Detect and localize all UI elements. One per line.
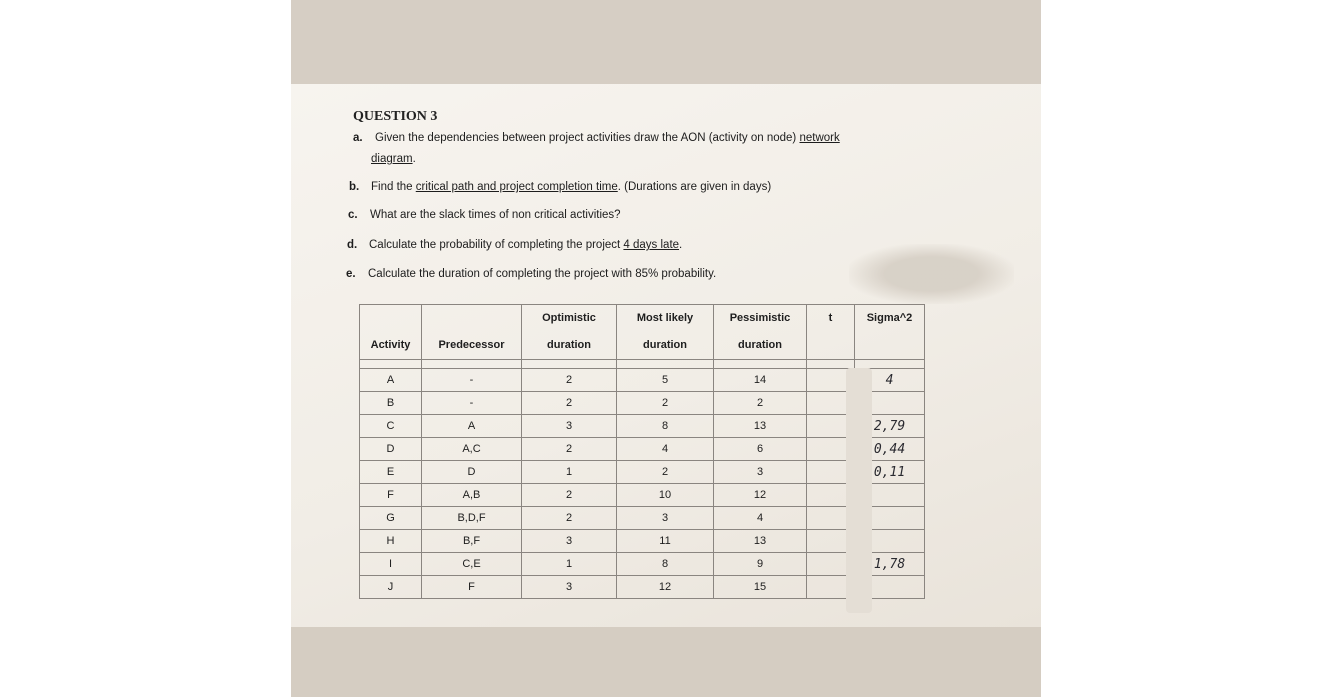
cell-optimistic: 1 [522,553,617,576]
cell-optimistic: 2 [522,507,617,530]
table-row [360,530,925,553]
table-row [360,484,925,507]
cell-activity: H [360,530,422,553]
cell-most-likely: 11 [617,530,714,553]
cell-sigma2: 4 [855,369,925,392]
cell-pessimistic: 13 [714,530,807,553]
header-cell [807,331,855,360]
cell-pessimistic: 2 [714,392,807,415]
table-body [360,369,925,599]
cell-pessimistic: 13 [714,415,807,438]
cell-activity: A [360,369,422,392]
cell-most-likely: 2 [617,461,714,484]
header-duration: duration [522,331,617,360]
cell-activity: E [360,461,422,484]
blurred-region [849,244,1014,304]
table-row [360,576,925,599]
cell-most-likely: 8 [617,553,714,576]
header-duration: duration [617,331,714,360]
cell-sigma2: 0,44 [855,438,925,461]
cell-predecessor: - [422,392,522,415]
header-activity: Activity [360,331,422,360]
question-a-line2: diagram. [371,153,416,165]
cell-pessimistic: 6 [714,438,807,461]
cell-most-likely: 3 [617,507,714,530]
cell-most-likely: 4 [617,438,714,461]
cell-predecessor: B,D,F [422,507,522,530]
cell-activity: B [360,392,422,415]
header-cell [855,331,925,360]
question-a: a. Given the dependencies between project activities draw the AON (activity on node) network [353,132,840,144]
cell-optimistic: 3 [522,576,617,599]
cell-pessimistic: 9 [714,553,807,576]
table-row [360,461,925,484]
cell-optimistic: 3 [522,415,617,438]
header-cell [422,305,522,332]
table-row [360,553,925,576]
header-cell [360,305,422,332]
cell-predecessor: - [422,369,522,392]
cell-activity: F [360,484,422,507]
paper-sheet [291,84,1041,627]
header-duration: duration [714,331,807,360]
question-d: d. Calculate the probability of completing the project 4 days late. [347,239,683,251]
cell-optimistic: 2 [522,369,617,392]
cell-activity: C [360,415,422,438]
header-t: t [807,305,855,332]
header-sigma2: Sigma^2 [855,305,925,332]
cell-activity: D [360,438,422,461]
cell-predecessor: B,F [422,530,522,553]
cell-predecessor: D [422,461,522,484]
cell-predecessor: A [422,415,522,438]
cell-most-likely: 8 [617,415,714,438]
cell-activity: J [360,576,422,599]
cell-pessimistic: 3 [714,461,807,484]
cell-most-likely: 2 [617,392,714,415]
cell-activity: G [360,507,422,530]
cell-optimistic: 2 [522,438,617,461]
cell-pessimistic: 12 [714,484,807,507]
header-optimistic: Optimistic [522,305,617,332]
cell-optimistic: 3 [522,530,617,553]
cell-most-likely: 10 [617,484,714,507]
question-title: QUESTION 3 [353,109,438,124]
cell-sigma2: 0,11 [855,461,925,484]
cell-predecessor: A,C [422,438,522,461]
spacer-row [360,360,925,369]
cell-pessimistic: 4 [714,507,807,530]
cell-predecessor: F [422,576,522,599]
cell-pessimistic: 14 [714,369,807,392]
t-column-shadow [846,368,872,613]
table-row [360,415,925,438]
cell-most-likely: 5 [617,369,714,392]
question-e: e. Calculate the duration of completing the project with 85% probability. [346,268,717,280]
cell-sigma2: 2,79 [855,415,925,438]
cell-predecessor: C,E [422,553,522,576]
table-row [360,507,925,530]
header-row-bottom [360,331,925,360]
question-c: c. What are the slack times of non critical activities? [348,209,621,221]
question-b: b. Find the critical path and project completion time. (Durations are given in days) [349,181,772,193]
header-pessimistic: Pessimistic [714,305,807,332]
header-predecessor: Predecessor [422,331,522,360]
header-row-top [360,305,925,332]
pert-table [359,304,925,599]
document-photo [291,0,1041,697]
desk-surface [291,627,1041,697]
table-row [360,392,925,415]
cell-optimistic: 2 [522,484,617,507]
cell-sigma2: 1,78 [855,553,925,576]
cell-pessimistic: 15 [714,576,807,599]
header-most-likely: Most likely [617,305,714,332]
table-row [360,369,925,392]
cell-activity: I [360,553,422,576]
cell-optimistic: 1 [522,461,617,484]
cell-predecessor: A,B [422,484,522,507]
table-row [360,438,925,461]
cell-most-likely: 12 [617,576,714,599]
cell-optimistic: 2 [522,392,617,415]
